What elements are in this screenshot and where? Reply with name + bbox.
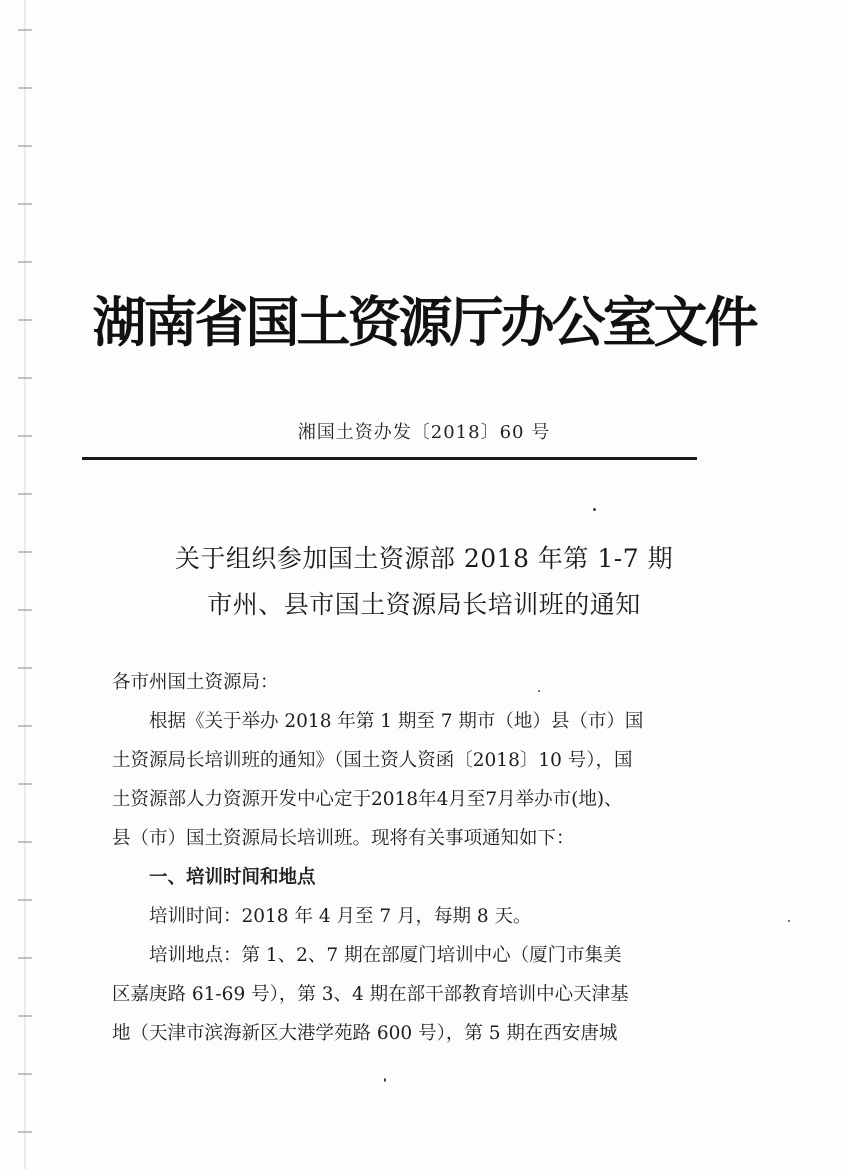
notice-title-line: 市州、县市国土资源局长培训班的通知 [207,590,641,619]
training-time: 培训时间：2018 年 4 月至 7 月，每期 8 天。 [149,906,532,927]
scan-speck [384,1078,386,1082]
document-header-title: 湖南省国土资源厅办公室文件 [92,291,756,354]
body-line: 土资源部人力资源开发中心定于2018年4月至7月举办市(地)、 [112,789,623,810]
scan-speck [593,508,596,511]
header-divider [82,457,697,460]
body-line: 区嘉庚路 61-69 号），第 3、4 期在部干部教育培训中心天津基 [112,984,629,1005]
document-number: 湘国土资办发〔2018〕60 号 [297,422,551,443]
body-line: 地（天津市滨海新区大港学苑路 600 号），第 5 期在西安唐城 [112,1023,618,1044]
body-line: 土资源局长培训班的通知》（国土资人资函〔2018〕10 号），国 [112,750,633,771]
salutation: 各市州国土资源局： [112,672,279,693]
section-heading: 一、培训时间和地点 [149,867,316,888]
scan-speck [538,690,540,692]
document-body [112,663,672,1053]
notice-title-line: 关于组织参加国土资源部 2018 年第 1-7 期 [174,544,674,573]
notice-title [0,536,848,628]
body-line: 县（市）国土资源局长培训班。现将有关事项通知如下： [112,828,575,849]
scan-speck [788,920,790,922]
body-line: 培训地点：第 1、2、7 期在部厦门培训中心（厦门市集美 [149,945,622,966]
body-line: 根据《关于举办 2018 年第 1 期至 7 期市（地）县（市）国 [149,711,644,732]
